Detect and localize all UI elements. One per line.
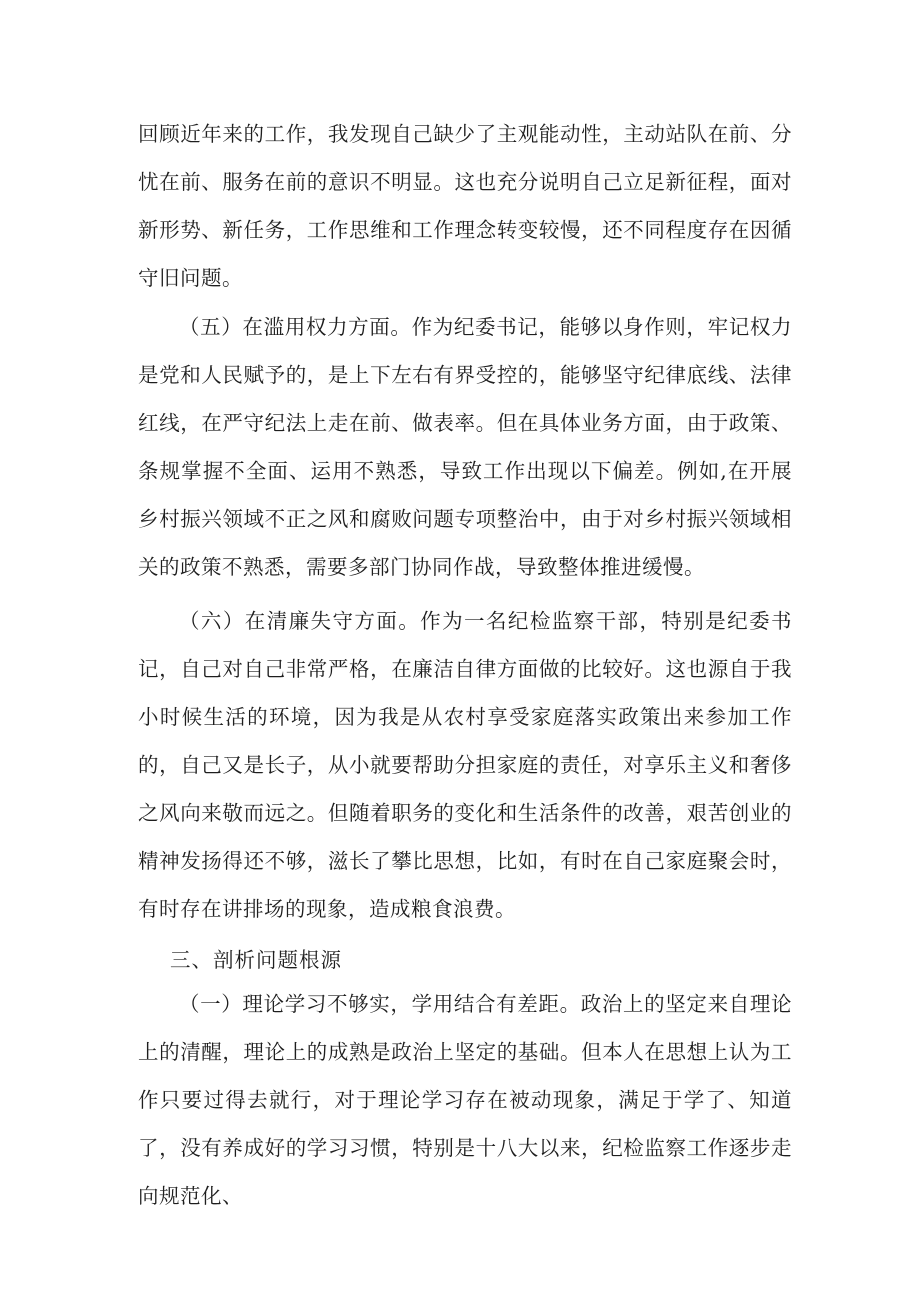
paragraph-text: （五）在滥用权力方面。作为纪委书记，能够以身作则，牢记权力是党和人民赋予的，是上下左右有界受控的，能够坚守纪律底线、法律红线，在严守纪法上走在前、做表率。但在具体业务方面，由于政策、条规掌握不全面、运用不熟悉，导致工作出现以下偏差。例如,在开展乡村振兴领域不正之风和腐败问题专项整治中，由于对乡村振兴领域相关的政策不熟悉，需要多部门协同作战，导致整体推进缓慢。	[138, 315, 792, 579]
section-heading	[138, 936, 792, 984]
paragraph-text: 回顾近年来的工作，我发现自己缺少了主观能动性，主动站队在前、分忧在前、服务在前的意识不明显。这也充分说明自己立足新征程，面对新形势、新任务，工作思维和工作理念转变较慢，还不同程度存在因循守旧问题。	[138, 122, 792, 290]
paragraph-abuse-of-power	[138, 303, 792, 591]
paragraph-text: （一）理论学习不够实，学用结合有差距。政治上的坚定来自理论上的清醒，理论上的成熟是政治上坚定的基础。但本人在思想上认为工作只要过得去就行，对于理论学习存在被动现象，满足于学了、知道了，没有养成好的学习习惯，特别是十八大以来，纪检监察工作逐步走向规范化、	[138, 992, 792, 1208]
paragraph-work-review	[138, 110, 792, 302]
paragraph-text: （六）在清廉失守方面。作为一名纪检监察干部，特别是纪委书记，自己对自己非常严格，在廉洁自律方面做的比较好。这也源自于我小时候生活的环境，因为我是从农村享受家庭落实政策出来参加工作的，自己又是长子，从小就要帮助分担家庭的责任，对享乐主义和奢侈之风向来敬而远之。但随着职务的变化和生活条件的改善，艰苦创业的精神发扬得还不够，滋长了攀比思想，比如，有时在自己家庭聚会时，有时存在讲排场的现象，造成粮食浪费。	[138, 609, 792, 921]
section-heading-text: 三、剖析问题根源	[170, 948, 342, 972]
paragraph-integrity	[138, 597, 792, 933]
paragraph-theory-study	[138, 980, 792, 1220]
